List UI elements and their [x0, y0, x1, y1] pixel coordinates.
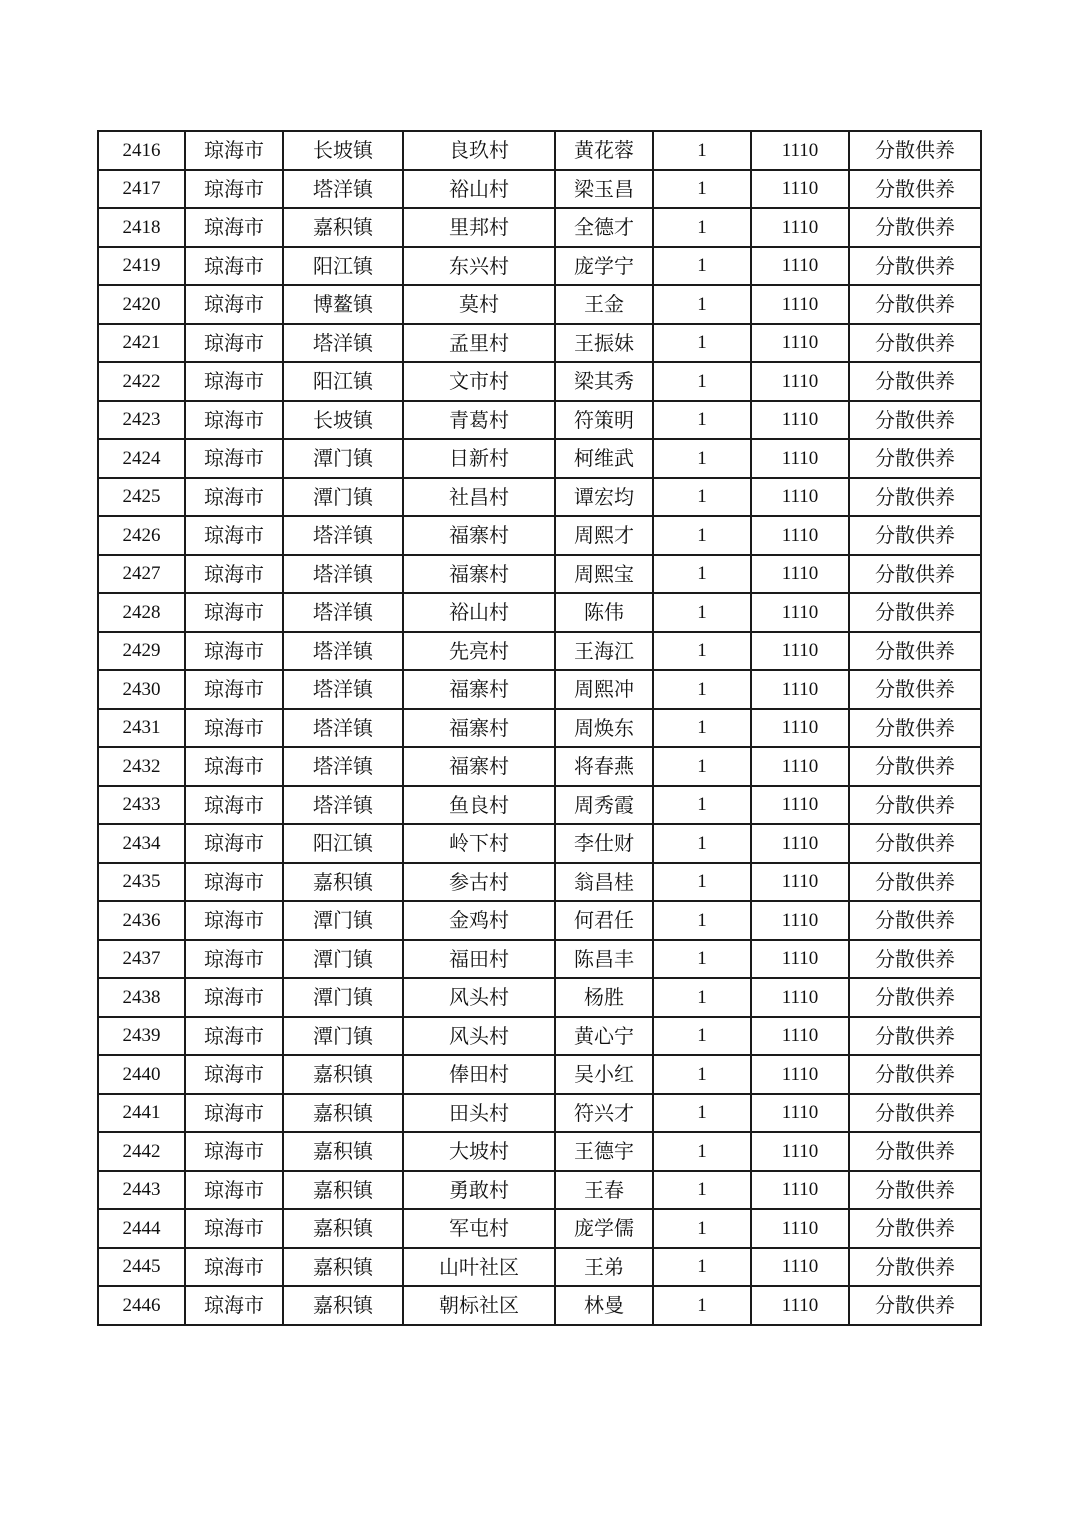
town-cell: 潭门镇 — [283, 478, 403, 517]
serial-number-cell: 2442 — [98, 1132, 185, 1171]
village-cell: 风头村 — [403, 978, 555, 1017]
count-cell: 1 — [653, 1132, 751, 1171]
count-cell: 1 — [653, 786, 751, 825]
village-cell: 裕山村 — [403, 593, 555, 632]
town-cell: 塔洋镇 — [283, 786, 403, 825]
village-cell: 里邦村 — [403, 208, 555, 247]
name-cell: 林曼 — [555, 1286, 653, 1325]
city-cell: 琼海市 — [185, 1171, 283, 1210]
support-type-cell: 分散供养 — [849, 285, 981, 324]
village-cell: 金鸡村 — [403, 901, 555, 940]
town-cell: 塔洋镇 — [283, 516, 403, 555]
support-type-cell: 分散供养 — [849, 1171, 981, 1210]
city-cell: 琼海市 — [185, 978, 283, 1017]
name-cell: 翁昌桂 — [555, 863, 653, 902]
serial-number-cell: 2438 — [98, 978, 185, 1017]
town-cell: 潭门镇 — [283, 439, 403, 478]
amount-cell: 1110 — [751, 401, 849, 440]
support-type-cell: 分散供养 — [849, 439, 981, 478]
amount-cell: 1110 — [751, 1209, 849, 1248]
table-row — [98, 863, 981, 902]
name-cell: 梁其秀 — [555, 362, 653, 401]
count-cell: 1 — [653, 824, 751, 863]
count-cell: 1 — [653, 401, 751, 440]
town-cell: 阳江镇 — [283, 362, 403, 401]
city-cell: 琼海市 — [185, 131, 283, 170]
village-cell: 福田村 — [403, 940, 555, 979]
town-cell: 阳江镇 — [283, 824, 403, 863]
serial-number-cell: 2421 — [98, 324, 185, 363]
town-cell: 塔洋镇 — [283, 670, 403, 709]
amount-cell: 1110 — [751, 747, 849, 786]
city-cell: 琼海市 — [185, 208, 283, 247]
table-row — [98, 478, 981, 517]
count-cell: 1 — [653, 131, 751, 170]
table-row — [98, 670, 981, 709]
village-cell: 裕山村 — [403, 170, 555, 209]
table-row — [98, 555, 981, 594]
amount-cell: 1110 — [751, 632, 849, 671]
town-cell: 塔洋镇 — [283, 593, 403, 632]
support-type-cell: 分散供养 — [849, 901, 981, 940]
serial-number-cell: 2429 — [98, 632, 185, 671]
table-row — [98, 1286, 981, 1325]
name-cell: 陈伟 — [555, 593, 653, 632]
count-cell: 1 — [653, 1055, 751, 1094]
city-cell: 琼海市 — [185, 401, 283, 440]
amount-cell: 1110 — [751, 1055, 849, 1094]
table-row — [98, 1248, 981, 1287]
city-cell: 琼海市 — [185, 285, 283, 324]
city-cell: 琼海市 — [185, 863, 283, 902]
amount-cell: 1110 — [751, 555, 849, 594]
count-cell: 1 — [653, 324, 751, 363]
village-cell: 山叶社区 — [403, 1248, 555, 1287]
town-cell: 博鳌镇 — [283, 285, 403, 324]
count-cell: 1 — [653, 978, 751, 1017]
name-cell: 何君任 — [555, 901, 653, 940]
amount-cell: 1110 — [751, 1248, 849, 1287]
name-cell: 李仕财 — [555, 824, 653, 863]
city-cell: 琼海市 — [185, 593, 283, 632]
table-row — [98, 940, 981, 979]
support-type-cell: 分散供养 — [849, 516, 981, 555]
table-row — [98, 170, 981, 209]
village-cell: 文市村 — [403, 362, 555, 401]
support-type-cell: 分散供养 — [849, 1248, 981, 1287]
table-row — [98, 901, 981, 940]
town-cell: 嘉积镇 — [283, 1171, 403, 1210]
support-type-cell: 分散供养 — [849, 131, 981, 170]
table-row — [98, 1209, 981, 1248]
city-cell: 琼海市 — [185, 362, 283, 401]
name-cell: 王金 — [555, 285, 653, 324]
name-cell: 符兴才 — [555, 1094, 653, 1133]
support-type-cell: 分散供养 — [849, 362, 981, 401]
count-cell: 1 — [653, 747, 751, 786]
city-cell: 琼海市 — [185, 1017, 283, 1056]
name-cell: 全德才 — [555, 208, 653, 247]
name-cell: 王海江 — [555, 632, 653, 671]
name-cell: 吴小红 — [555, 1055, 653, 1094]
support-type-cell: 分散供养 — [849, 1209, 981, 1248]
table-row — [98, 324, 981, 363]
name-cell: 王振妹 — [555, 324, 653, 363]
table-row — [98, 786, 981, 825]
town-cell: 潭门镇 — [283, 940, 403, 979]
name-cell: 周熙宝 — [555, 555, 653, 594]
support-type-cell: 分散供养 — [849, 208, 981, 247]
serial-number-cell: 2433 — [98, 786, 185, 825]
count-cell: 1 — [653, 593, 751, 632]
table-row — [98, 208, 981, 247]
support-type-cell: 分散供养 — [849, 401, 981, 440]
city-cell: 琼海市 — [185, 670, 283, 709]
amount-cell: 1110 — [751, 709, 849, 748]
serial-number-cell: 2444 — [98, 1209, 185, 1248]
city-cell: 琼海市 — [185, 632, 283, 671]
village-cell: 岭下村 — [403, 824, 555, 863]
count-cell: 1 — [653, 670, 751, 709]
amount-cell: 1110 — [751, 670, 849, 709]
town-cell: 嘉积镇 — [283, 1209, 403, 1248]
table-row — [98, 1017, 981, 1056]
support-type-cell: 分散供养 — [849, 1094, 981, 1133]
serial-number-cell: 2425 — [98, 478, 185, 517]
amount-cell: 1110 — [751, 516, 849, 555]
village-cell: 朝标社区 — [403, 1286, 555, 1325]
count-cell: 1 — [653, 1248, 751, 1287]
name-cell: 梁玉昌 — [555, 170, 653, 209]
table-row — [98, 747, 981, 786]
count-cell: 1 — [653, 1286, 751, 1325]
serial-number-cell: 2419 — [98, 247, 185, 286]
town-cell: 嘉积镇 — [283, 208, 403, 247]
count-cell: 1 — [653, 285, 751, 324]
town-cell: 潭门镇 — [283, 978, 403, 1017]
serial-number-cell: 2420 — [98, 285, 185, 324]
support-type-cell: 分散供养 — [849, 1286, 981, 1325]
count-cell: 1 — [653, 940, 751, 979]
town-cell: 嘉积镇 — [283, 1286, 403, 1325]
count-cell: 1 — [653, 247, 751, 286]
serial-number-cell: 2435 — [98, 863, 185, 902]
village-cell: 福寨村 — [403, 516, 555, 555]
name-cell: 黄花蓉 — [555, 131, 653, 170]
city-cell: 琼海市 — [185, 1132, 283, 1171]
serial-number-cell: 2416 — [98, 131, 185, 170]
table-body — [98, 131, 981, 1325]
support-type-cell: 分散供养 — [849, 555, 981, 594]
count-cell: 1 — [653, 1171, 751, 1210]
amount-cell: 1110 — [751, 1094, 849, 1133]
amount-cell: 1110 — [751, 362, 849, 401]
amount-cell: 1110 — [751, 170, 849, 209]
village-cell: 参古村 — [403, 863, 555, 902]
amount-cell: 1110 — [751, 824, 849, 863]
town-cell: 潭门镇 — [283, 901, 403, 940]
count-cell: 1 — [653, 208, 751, 247]
serial-number-cell: 2446 — [98, 1286, 185, 1325]
town-cell: 嘉积镇 — [283, 1094, 403, 1133]
table-row — [98, 362, 981, 401]
amount-cell: 1110 — [751, 247, 849, 286]
amount-cell: 1110 — [751, 208, 849, 247]
village-cell: 福寨村 — [403, 670, 555, 709]
town-cell: 塔洋镇 — [283, 170, 403, 209]
amount-cell: 1110 — [751, 863, 849, 902]
serial-number-cell: 2437 — [98, 940, 185, 979]
village-cell: 东兴村 — [403, 247, 555, 286]
village-cell: 福寨村 — [403, 747, 555, 786]
serial-number-cell: 2445 — [98, 1248, 185, 1287]
name-cell: 谭宏均 — [555, 478, 653, 517]
city-cell: 琼海市 — [185, 747, 283, 786]
serial-number-cell: 2432 — [98, 747, 185, 786]
city-cell: 琼海市 — [185, 786, 283, 825]
name-cell: 庞学宁 — [555, 247, 653, 286]
village-cell: 福寨村 — [403, 709, 555, 748]
table-row — [98, 247, 981, 286]
table-row — [98, 824, 981, 863]
serial-number-cell: 2430 — [98, 670, 185, 709]
serial-number-cell: 2439 — [98, 1017, 185, 1056]
support-type-cell: 分散供养 — [849, 978, 981, 1017]
name-cell: 周焕东 — [555, 709, 653, 748]
serial-number-cell: 2418 — [98, 208, 185, 247]
city-cell: 琼海市 — [185, 940, 283, 979]
table-row — [98, 516, 981, 555]
support-type-cell: 分散供养 — [849, 324, 981, 363]
name-cell: 杨胜 — [555, 978, 653, 1017]
village-cell: 大坡村 — [403, 1132, 555, 1171]
city-cell: 琼海市 — [185, 1248, 283, 1287]
support-type-cell: 分散供养 — [849, 1017, 981, 1056]
serial-number-cell: 2441 — [98, 1094, 185, 1133]
amount-cell: 1110 — [751, 1132, 849, 1171]
support-type-cell: 分散供养 — [849, 863, 981, 902]
table-row — [98, 439, 981, 478]
count-cell: 1 — [653, 1017, 751, 1056]
city-cell: 琼海市 — [185, 1094, 283, 1133]
table-row — [98, 632, 981, 671]
table-row — [98, 1171, 981, 1210]
city-cell: 琼海市 — [185, 1209, 283, 1248]
support-type-cell: 分散供养 — [849, 170, 981, 209]
count-cell: 1 — [653, 1209, 751, 1248]
serial-number-cell: 2436 — [98, 901, 185, 940]
serial-number-cell: 2423 — [98, 401, 185, 440]
table-row — [98, 1094, 981, 1133]
city-cell: 琼海市 — [185, 324, 283, 363]
support-type-cell: 分散供养 — [849, 670, 981, 709]
town-cell: 塔洋镇 — [283, 747, 403, 786]
support-type-cell: 分散供养 — [849, 632, 981, 671]
amount-cell: 1110 — [751, 786, 849, 825]
village-cell: 良玖村 — [403, 131, 555, 170]
serial-number-cell: 2417 — [98, 170, 185, 209]
town-cell: 嘉积镇 — [283, 1132, 403, 1171]
name-cell: 陈昌丰 — [555, 940, 653, 979]
serial-number-cell: 2428 — [98, 593, 185, 632]
village-cell: 鱼良村 — [403, 786, 555, 825]
town-cell: 塔洋镇 — [283, 555, 403, 594]
amount-cell: 1110 — [751, 439, 849, 478]
name-cell: 王弟 — [555, 1248, 653, 1287]
name-cell: 庞学儒 — [555, 1209, 653, 1248]
serial-number-cell: 2426 — [98, 516, 185, 555]
village-cell: 先亮村 — [403, 632, 555, 671]
village-cell: 俸田村 — [403, 1055, 555, 1094]
table-row — [98, 401, 981, 440]
amount-cell: 1110 — [751, 285, 849, 324]
amount-cell: 1110 — [751, 593, 849, 632]
serial-number-cell: 2431 — [98, 709, 185, 748]
village-cell: 孟里村 — [403, 324, 555, 363]
name-cell: 周熙冲 — [555, 670, 653, 709]
serial-number-cell: 2434 — [98, 824, 185, 863]
amount-cell: 1110 — [751, 940, 849, 979]
support-type-cell: 分散供养 — [849, 786, 981, 825]
support-type-cell: 分散供养 — [849, 247, 981, 286]
count-cell: 1 — [653, 516, 751, 555]
city-cell: 琼海市 — [185, 439, 283, 478]
amount-cell: 1110 — [751, 131, 849, 170]
town-cell: 嘉积镇 — [283, 1248, 403, 1287]
count-cell: 1 — [653, 632, 751, 671]
village-cell: 日新村 — [403, 439, 555, 478]
name-cell: 王春 — [555, 1171, 653, 1210]
name-cell: 符策明 — [555, 401, 653, 440]
name-cell: 将春燕 — [555, 747, 653, 786]
table-row — [98, 285, 981, 324]
support-type-cell: 分散供养 — [849, 478, 981, 517]
city-cell: 琼海市 — [185, 516, 283, 555]
amount-cell: 1110 — [751, 1286, 849, 1325]
city-cell: 琼海市 — [185, 901, 283, 940]
city-cell: 琼海市 — [185, 1286, 283, 1325]
town-cell: 嘉积镇 — [283, 863, 403, 902]
village-cell: 莫村 — [403, 285, 555, 324]
amount-cell: 1110 — [751, 1171, 849, 1210]
serial-number-cell: 2427 — [98, 555, 185, 594]
table-row — [98, 593, 981, 632]
count-cell: 1 — [653, 709, 751, 748]
village-cell: 风头村 — [403, 1017, 555, 1056]
count-cell: 1 — [653, 362, 751, 401]
support-type-cell: 分散供养 — [849, 1055, 981, 1094]
support-type-cell: 分散供养 — [849, 593, 981, 632]
support-type-cell: 分散供养 — [849, 1132, 981, 1171]
count-cell: 1 — [653, 863, 751, 902]
name-cell: 柯维武 — [555, 439, 653, 478]
village-cell: 勇敢村 — [403, 1171, 555, 1210]
city-cell: 琼海市 — [185, 247, 283, 286]
town-cell: 潭门镇 — [283, 1017, 403, 1056]
count-cell: 1 — [653, 555, 751, 594]
city-cell: 琼海市 — [185, 170, 283, 209]
town-cell: 塔洋镇 — [283, 632, 403, 671]
table-row — [98, 978, 981, 1017]
city-cell: 琼海市 — [185, 478, 283, 517]
village-cell: 社昌村 — [403, 478, 555, 517]
town-cell: 长坡镇 — [283, 131, 403, 170]
serial-number-cell: 2422 — [98, 362, 185, 401]
name-cell: 周熙才 — [555, 516, 653, 555]
name-cell: 周秀霞 — [555, 786, 653, 825]
town-cell: 嘉积镇 — [283, 1055, 403, 1094]
amount-cell: 1110 — [751, 478, 849, 517]
village-cell: 田头村 — [403, 1094, 555, 1133]
table-row — [98, 131, 981, 170]
town-cell: 长坡镇 — [283, 401, 403, 440]
count-cell: 1 — [653, 1094, 751, 1133]
data-table — [97, 130, 982, 1326]
city-cell: 琼海市 — [185, 824, 283, 863]
support-type-cell: 分散供养 — [849, 940, 981, 979]
city-cell: 琼海市 — [185, 555, 283, 594]
village-cell: 青葛村 — [403, 401, 555, 440]
serial-number-cell: 2440 — [98, 1055, 185, 1094]
support-type-cell: 分散供养 — [849, 747, 981, 786]
count-cell: 1 — [653, 901, 751, 940]
amount-cell: 1110 — [751, 978, 849, 1017]
table-row — [98, 1055, 981, 1094]
count-cell: 1 — [653, 439, 751, 478]
table-row — [98, 709, 981, 748]
town-cell: 阳江镇 — [283, 247, 403, 286]
city-cell: 琼海市 — [185, 1055, 283, 1094]
support-type-cell: 分散供养 — [849, 709, 981, 748]
town-cell: 塔洋镇 — [283, 324, 403, 363]
amount-cell: 1110 — [751, 1017, 849, 1056]
serial-number-cell: 2443 — [98, 1171, 185, 1210]
name-cell: 黄心宁 — [555, 1017, 653, 1056]
village-cell: 福寨村 — [403, 555, 555, 594]
amount-cell: 1110 — [751, 901, 849, 940]
name-cell: 王德宇 — [555, 1132, 653, 1171]
count-cell: 1 — [653, 170, 751, 209]
count-cell: 1 — [653, 478, 751, 517]
village-cell: 军屯村 — [403, 1209, 555, 1248]
table-row — [98, 1132, 981, 1171]
support-type-cell: 分散供养 — [849, 824, 981, 863]
serial-number-cell: 2424 — [98, 439, 185, 478]
town-cell: 塔洋镇 — [283, 709, 403, 748]
amount-cell: 1110 — [751, 324, 849, 363]
city-cell: 琼海市 — [185, 709, 283, 748]
